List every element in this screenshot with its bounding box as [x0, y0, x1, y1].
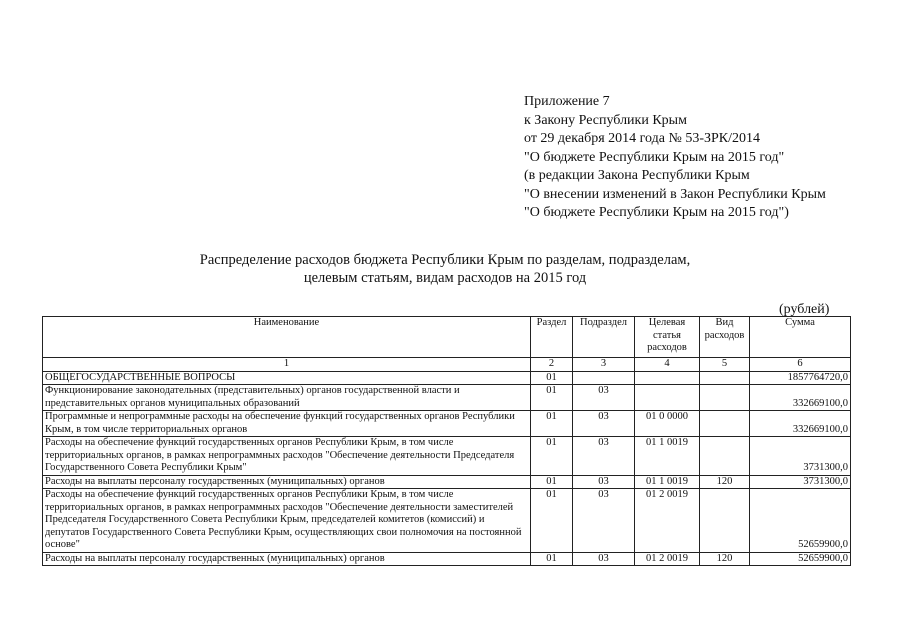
appendix-line: (в редакции Закона Республики Крым: [524, 168, 750, 183]
cell-type: [700, 371, 750, 385]
table-row: [43, 385, 851, 411]
appendix-header: [524, 93, 826, 223]
cell-name: Программные и непрограммные расходы на обеспечение функций государственных органов Республики Крым, в том числе территориальных органов: [43, 411, 531, 437]
cell-subsection: 03: [573, 552, 635, 566]
cell-section: 01: [531, 489, 573, 553]
cell-sum: 3731300,0: [750, 437, 851, 476]
cell-subsection: 03: [573, 437, 635, 476]
cell-type: [700, 411, 750, 437]
header-target: Целевая статья расходов: [635, 317, 700, 358]
cell-type: [700, 437, 750, 476]
cell-section: 01: [531, 475, 573, 489]
table-row: [43, 489, 851, 553]
table-header-row: [43, 317, 851, 358]
table-row: [43, 475, 851, 489]
cell-type: [700, 385, 750, 411]
cell-type: [700, 489, 750, 553]
header-type: Вид расходов: [700, 317, 750, 358]
header-section: Раздел: [531, 317, 573, 358]
cell-subsection: 03: [573, 411, 635, 437]
table-row: [43, 411, 851, 437]
cell-subsection: [573, 371, 635, 385]
appendix-line: Приложение 7: [524, 94, 610, 109]
header-subsection: Подраздел: [573, 317, 635, 358]
cell-name: ОБЩЕГОСУДАРСТВЕННЫЕ ВОПРОСЫ: [43, 371, 531, 385]
document-title-line: Распределение расходов бюджета Республики Крым по разделам, подразделам,: [199, 252, 691, 268]
cell-target: 01 2 0019: [635, 552, 700, 566]
document-title: [140, 251, 750, 287]
document-title-line: целевым статьям, видам расходов на 2015 год: [303, 270, 587, 286]
table-row: [43, 437, 851, 476]
table-row: [43, 552, 851, 566]
appendix-line: "О бюджете Республики Крым на 2015 год": [524, 149, 785, 165]
column-number: 4: [635, 358, 700, 372]
cell-name: Расходы на обеспечение функций государственных органов Республики Крым, в том числе территориальных органов, в рамках непрограммных расходов "Обеспечение деятельности заместителей Председателя Государственного Совета Республики Крым, председателей комитетов (комиссий) и депутатов Государственного Совета Республики Крым, осуществляющих свои полномочия на постоянной основе": [43, 489, 531, 553]
cell-sum: 3731300,0: [750, 475, 851, 489]
cell-subsection: 03: [573, 385, 635, 411]
column-number: 3: [573, 358, 635, 372]
column-number: 6: [750, 358, 851, 372]
header-sum: Сумма: [750, 317, 851, 358]
units-label: (рублей): [779, 302, 830, 317]
cell-target: 01 2 0019: [635, 489, 700, 553]
cell-name: Расходы на выплаты персоналу государственных (муниципальных) органов: [43, 552, 531, 566]
cell-name: Расходы на выплаты персоналу государственных (муниципальных) органов: [43, 475, 531, 489]
cell-sum: 332669100,0: [750, 411, 851, 437]
cell-target: 01 0 0000: [635, 411, 700, 437]
cell-sum: 52659900,0: [750, 552, 851, 566]
cell-subsection: 03: [573, 489, 635, 553]
cell-section: 01: [531, 437, 573, 476]
column-number: 5: [700, 358, 750, 372]
cell-name: Функционирование законодательных (представительных) органов государственной власти и представительных органов муниципальных образований: [43, 385, 531, 411]
cell-target: [635, 385, 700, 411]
appendix-line: от 29 декабря 2014 года № 53-ЗРК/2014: [524, 131, 761, 146]
budget-table: [42, 316, 851, 566]
cell-type: 120: [700, 475, 750, 489]
cell-target: [635, 371, 700, 385]
cell-section: 01: [531, 411, 573, 437]
cell-subsection: 03: [573, 475, 635, 489]
cell-target: 01 1 0019: [635, 475, 700, 489]
cell-sum: 332669100,0: [750, 385, 851, 411]
cell-section: 01: [531, 552, 573, 566]
cell-sum: 1857764720,0: [750, 371, 851, 385]
table-row: [43, 371, 851, 385]
header-name: Наименование: [43, 317, 531, 358]
appendix-line: к Закону Республики Крым: [524, 112, 687, 128]
column-number: 2: [531, 358, 573, 372]
cell-sum: 52659900,0: [750, 489, 851, 553]
appendix-line: "О бюджете Республики Крым на 2015 год"): [524, 205, 789, 220]
cell-section: 01: [531, 371, 573, 385]
cell-section: 01: [531, 385, 573, 411]
cell-target: 01 1 0019: [635, 437, 700, 476]
appendix-line: "О внесении изменений в Закон Республики Крым: [524, 186, 826, 202]
cell-type: 120: [700, 552, 750, 566]
cell-name: Расходы на обеспечение функций государственных органов Республики Крым, в том числе территориальных органов, в рамках непрограммных расходов "Обеспечение деятельности Председателя Государственного Совета Республики Крым": [43, 437, 531, 476]
column-number: 1: [43, 358, 531, 372]
column-number-row: [43, 358, 851, 372]
